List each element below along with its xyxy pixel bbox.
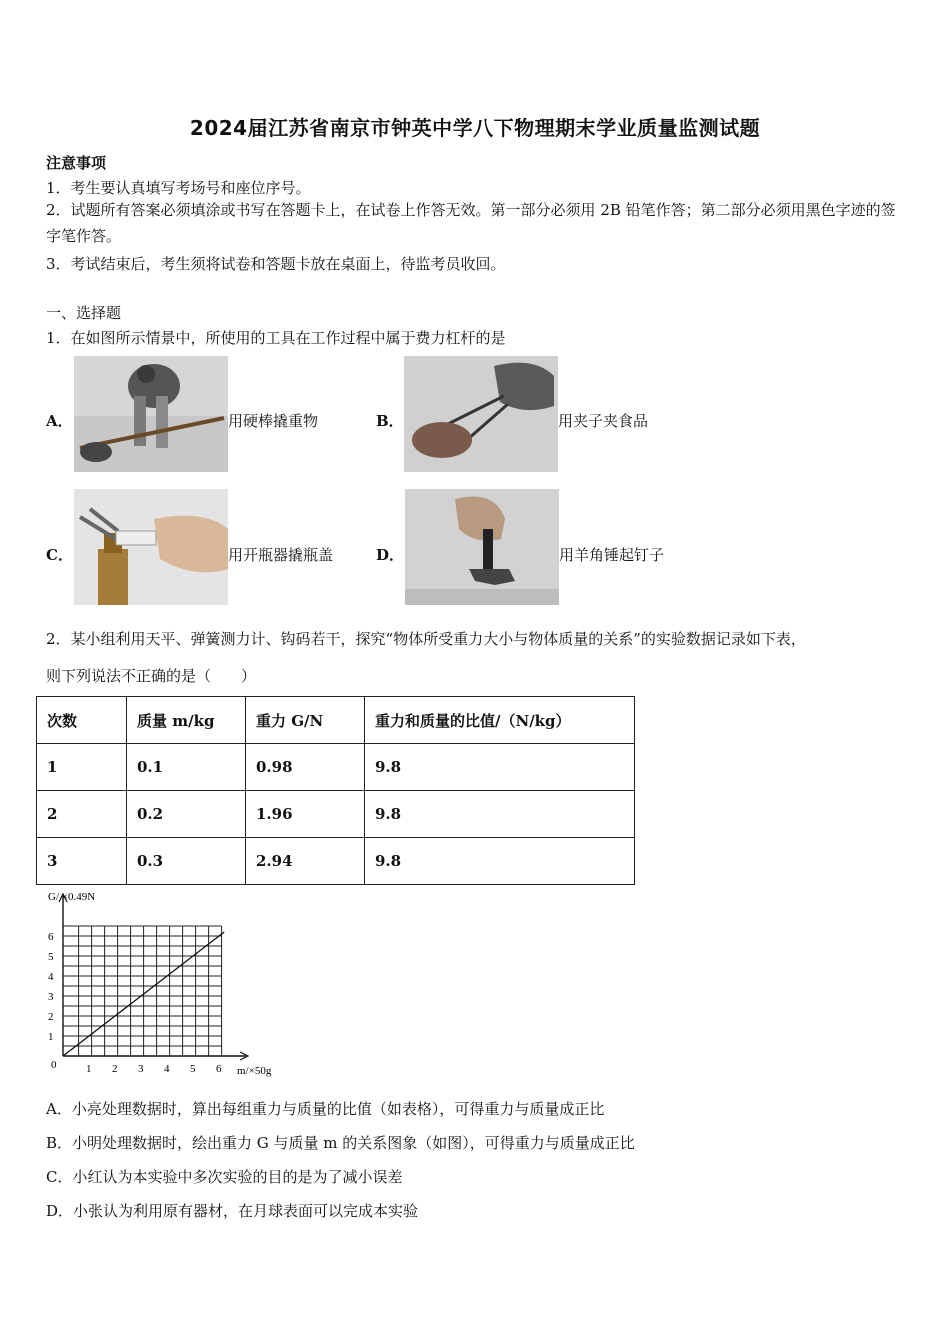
notice-item-2: 2．试题所有答案必须填涂或书写在答题卡上，在试卷上作答无效。第一部分必须用 2B 铅笔作答；第二部分必须用黑色字迹的签字笔作答。 <box>46 201 896 245</box>
claw-hammer-photo <box>405 489 559 605</box>
y-tick-label: 3 <box>48 991 54 1003</box>
table-header-row <box>37 697 635 744</box>
y-tick-label: 5 <box>48 951 54 963</box>
bottle-opener-photo <box>74 489 228 605</box>
table-row <box>37 791 635 838</box>
q1-option-c-label: C． <box>46 546 73 564</box>
table-cell: 9.8 <box>365 791 635 838</box>
table-cell: 2 <box>37 791 127 838</box>
table-cell: 0.98 <box>246 744 365 791</box>
q2-stem-line2: 则下列说法不正确的是（ ） <box>46 667 257 685</box>
table-header-cell: 重力 G/N <box>246 697 365 744</box>
x-tick-label: 4 <box>164 1063 170 1075</box>
table-cell: 1 <box>37 744 127 791</box>
x-axis-label: m/×50g <box>237 1065 272 1077</box>
g-m-graph <box>36 888 286 1080</box>
notice-item-1: 1．考生要认真填写考场号和座位序号。 <box>46 179 311 197</box>
q2-data-table <box>36 696 635 885</box>
table-cell: 9.8 <box>365 838 635 885</box>
y-tick-label: 6 <box>48 931 54 943</box>
x-tick-label: 0 <box>51 1059 57 1071</box>
q2-option-c: C．小红认为本实验中多次实验的目的是为了减小误差 <box>46 1168 403 1186</box>
q1-option-a-text: 用硬棒撬重物 <box>228 412 319 430</box>
q1-option-b-text: 用夹子夹食品 <box>558 412 649 430</box>
x-tick-label: 5 <box>190 1063 196 1075</box>
notice-heading: 注意事项 <box>46 154 107 172</box>
section-heading: 一、选择题 <box>46 304 122 322</box>
table-cell: 0.2 <box>127 791 246 838</box>
y-tick-label: 2 <box>48 1011 54 1023</box>
q2-stem-line1: 2．某小组利用天平、弹簧测力计、钩码若干，探究“物体所受重力大小与物体质量的关系”的实验数据记录如下表， <box>46 630 806 648</box>
notice-item-3: 3．考试结束后，考生须将试卷和答题卡放在桌面上，待监考员收回。 <box>46 255 506 273</box>
q1-stem: 1．在如图所示情景中，所使用的工具在工作过程中属于费力杠杆的是 <box>46 329 506 347</box>
x-tick-label: 1 <box>86 1063 92 1075</box>
table-header-cell: 次数 <box>37 697 127 744</box>
x-tick-label: 3 <box>138 1063 144 1075</box>
y-tick-label: 1 <box>48 1031 54 1043</box>
q2-option-b: B．小明处理数据时，绘出重力 G 与质量 m 的关系图象（如图），可得重力与质量成正比 <box>46 1134 635 1152</box>
q2-option-a: A．小亮处理数据时，算出每组重力与质量的比值（如表格），可得重力与质量成正比 <box>46 1100 605 1118</box>
table-cell: 2.94 <box>246 838 365 885</box>
table-row <box>37 838 635 885</box>
q1-option-c-text: 用开瓶器撬瓶盖 <box>228 546 334 564</box>
x-tick-label: 2 <box>112 1063 118 1075</box>
table-header-cell: 重力和质量的比值/（N/kg） <box>365 697 635 744</box>
table-cell: 1.96 <box>246 791 365 838</box>
q1-option-b-label: B． <box>376 412 404 430</box>
y-axis-label: G/ ×0.49N <box>48 891 96 903</box>
q1-option-a-label: A． <box>46 412 73 430</box>
tongs-photo <box>404 356 558 472</box>
q1-option-d-text: 用羊角锤起钉子 <box>559 546 665 564</box>
y-tick-label: 4 <box>48 971 54 983</box>
q2-option-d: D．小张认为利用原有器材，在月球表面可以完成本实验 <box>46 1202 419 1220</box>
q1-option-d-label: D． <box>376 546 405 564</box>
table-cell: 0.3 <box>127 838 246 885</box>
page-title: 2024届江苏省南京市钟英中学八下物理期末学业质量监测试题 <box>189 116 761 140</box>
table-cell: 0.1 <box>127 744 246 791</box>
x-tick-label: 6 <box>216 1063 222 1075</box>
lever-prying-photo <box>74 356 228 472</box>
table-cell: 9.8 <box>365 744 635 791</box>
table-row <box>37 744 635 791</box>
table-header-cell: 质量 m/kg <box>127 697 246 744</box>
table-cell: 3 <box>37 838 127 885</box>
